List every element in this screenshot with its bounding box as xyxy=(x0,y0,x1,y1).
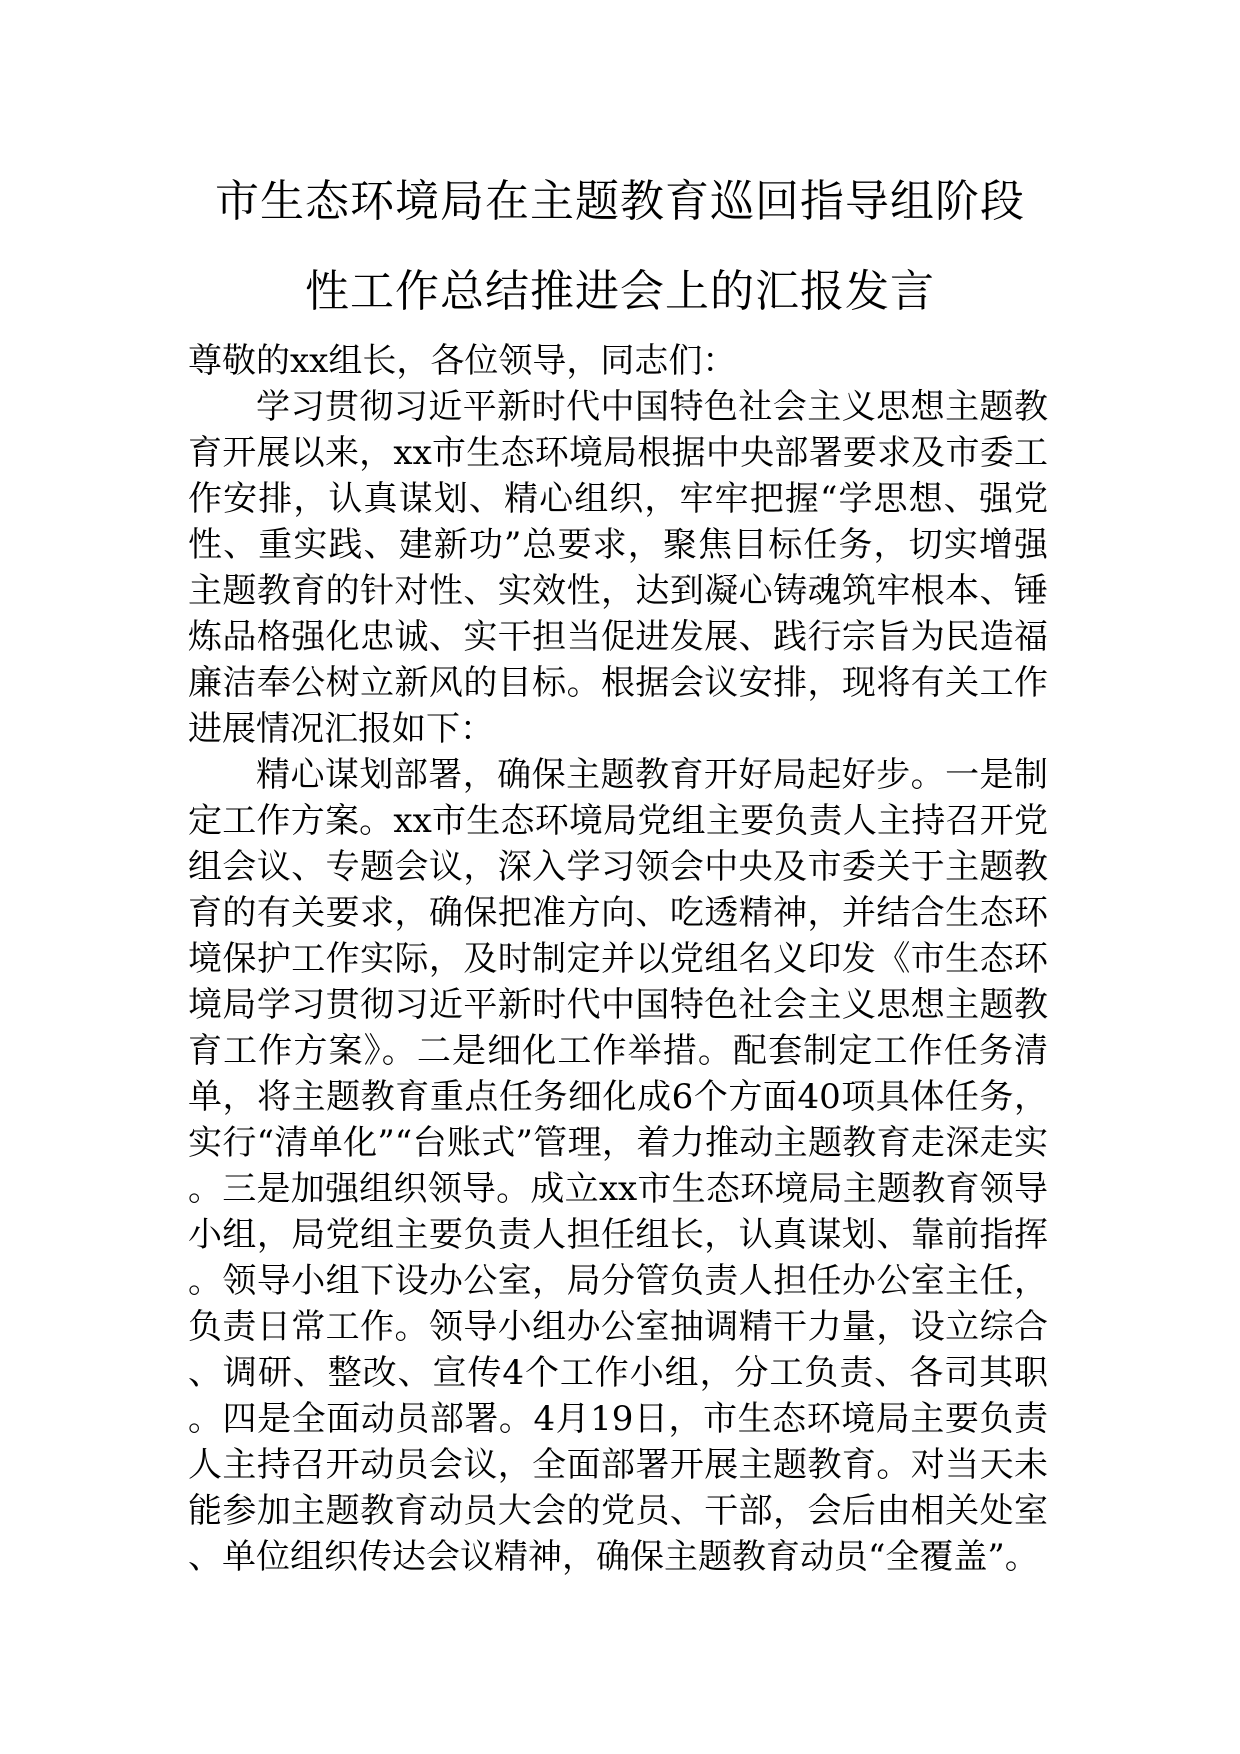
document-title-line-1: 市生态环境局在主题教育巡回指导组阶段 xyxy=(215,176,1025,227)
salutation: 尊敬的xx组长，各位领导，同志们： xyxy=(188,341,737,381)
body-paragraph-intro: 学习贯彻习近平新时代中国特色社会主义思想主题教育开展以来，xx市生态环境局根据中央部署要求及市委工作安排，认真谋划、精心组织，牢牢把握“学思想、强党性、重实践、建新功”总要求，聚焦目标任务，切实增强主题教育的针对性、实效性，达到凝心铸魂筑牢根本、锤炼品格强化忠诚、实干担当促进发展、践行宗旨为民造福廉洁奉公树立新风的目标。根据会议安排，现将有关工作进展情况汇报如下： xyxy=(188,387,1048,749)
body-paragraph-planning: 精心谋划部署，确保主题教育开好局起好步。一是制定工作方案。xx市生态环境局党组主要负责人主持召开党组会议、专题会议，深入学习领会中央及市委关于主题教育的有关要求，确保把准方向、吃透精神，并结合生态环境保护工作实际，及时制定并以党组名义印发《市生态环境局学习贯彻习近平新时代中国特色社会主义思想主题教育工作方案》。二是细化工作举措。配套制定工作任务清单，将主题教育重点任务细化成6个方面40项具体任务，实行“清单化”“台账式”管理，着力推动主题教育走深走实。三是加强组织领导。成立xx市生态环境局主题教育领导小组，局党组主要负责人担任组长，认真谋划、靠前指挥。领导小组下设办公室，局分管负责人担任办公室主任，负责日常工作。领导小组办公室抽调精干力量，设立综合、调研、整改、宣传4个工作小组，分工负责、各司其职。四是全面动员部署。4月19日，市生态环境局主要负责人主持召开动员会议，全面部署开展主题教育。对当天未能参加主题教育动员大会的党员、干部，会后由相关处室、单位组织传达会议精神，确保主题教育动员“全覆盖”。 xyxy=(188,755,1048,1577)
document-title-line-2: 性工作总结推进会上的汇报发言 xyxy=(305,266,935,317)
